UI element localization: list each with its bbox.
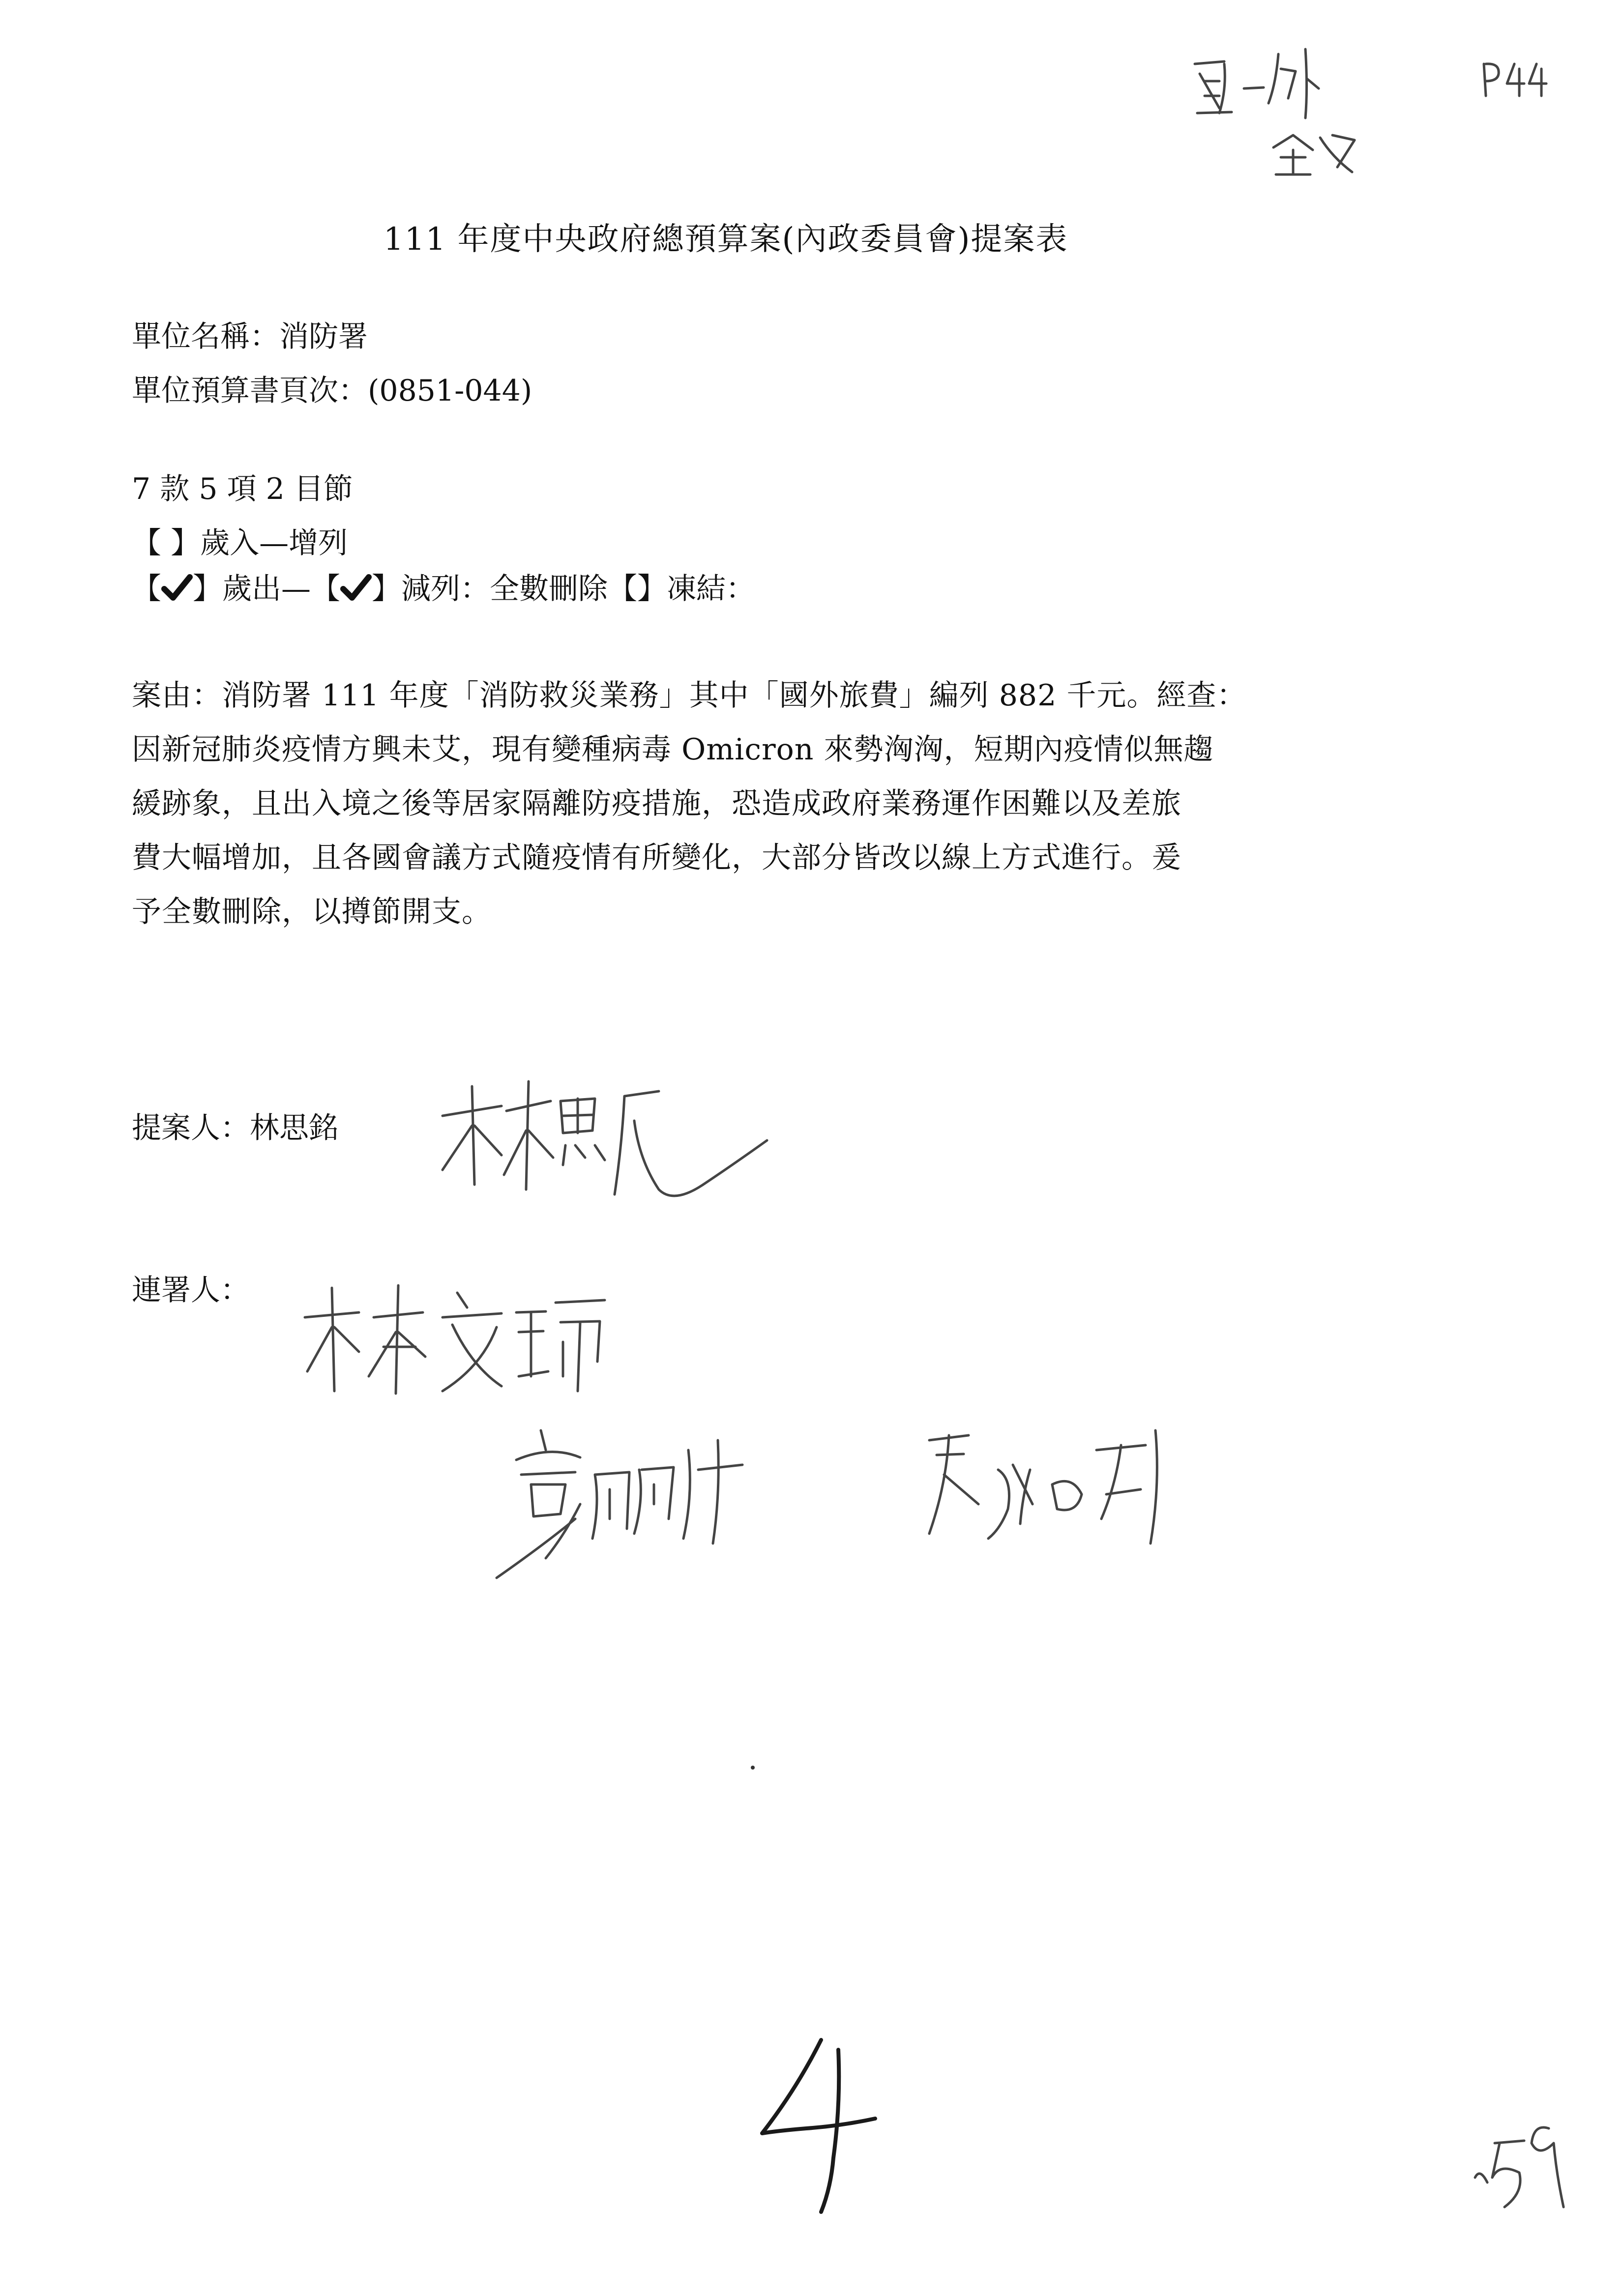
proposer-label: 提案人：林思銘 — [132, 1111, 338, 1145]
reason-line: 緩跡象，且出入境之後等居家隔離防疫措施，恐造成政府業務運作困難以及差旅 — [132, 786, 1181, 821]
page-mark-p44 — [1480, 54, 1549, 98]
unit-name: 單位名稱：消防署 — [132, 320, 368, 354]
bracket-open: 【 — [132, 572, 161, 606]
reason-line: 因新冠肺炎疫情方興未艾，現有變種病毒 Omicron 來勢洶洶，短期內疫情似無趨 — [132, 732, 1214, 767]
stray-dot — [750, 1765, 756, 1771]
cosigner-signature-1 — [295, 1278, 620, 1401]
reduction-label: 】減列：全數刪除【】凍結： — [372, 572, 755, 606]
unit-budget-page: 單位預算書頁次：(0851-044) — [132, 374, 532, 408]
expense-label: 】歲出—【 — [193, 572, 340, 606]
handwritten-margin-note — [1190, 34, 1416, 177]
handwritten-corner-number — [1465, 2109, 1588, 2222]
reason-line: 費大幅增加，且各國會議方式隨疫情有所變化，大部分皆改以線上方式進行。爰 — [132, 841, 1181, 875]
form-title: 111 年度中央政府總預算案(內政委員會)提案表 — [384, 221, 1068, 258]
cosigner-signature-3 — [915, 1425, 1180, 1553]
checkmark-icon — [161, 574, 193, 602]
budget-section: 7 款 5 項 2 目節 — [132, 472, 353, 506]
checkmark-icon — [340, 574, 372, 602]
reason-line: 案由：消防署 111 年度「消防救災業務」其中「國外旅費」編列 882 千元。經查： — [132, 678, 1247, 713]
cosigner-signature-2 — [487, 1421, 762, 1588]
proposer-signature — [428, 1072, 782, 1234]
expense-reduction-line — [132, 574, 755, 604]
handwritten-page-number — [747, 2030, 885, 2217]
revenue-increase-line: 【 】歲入—增列 — [132, 526, 348, 560]
cosigner-label: 連署人： — [132, 1273, 250, 1308]
reason-line: 予全數刪除，以撙節開支。 — [132, 895, 492, 929]
